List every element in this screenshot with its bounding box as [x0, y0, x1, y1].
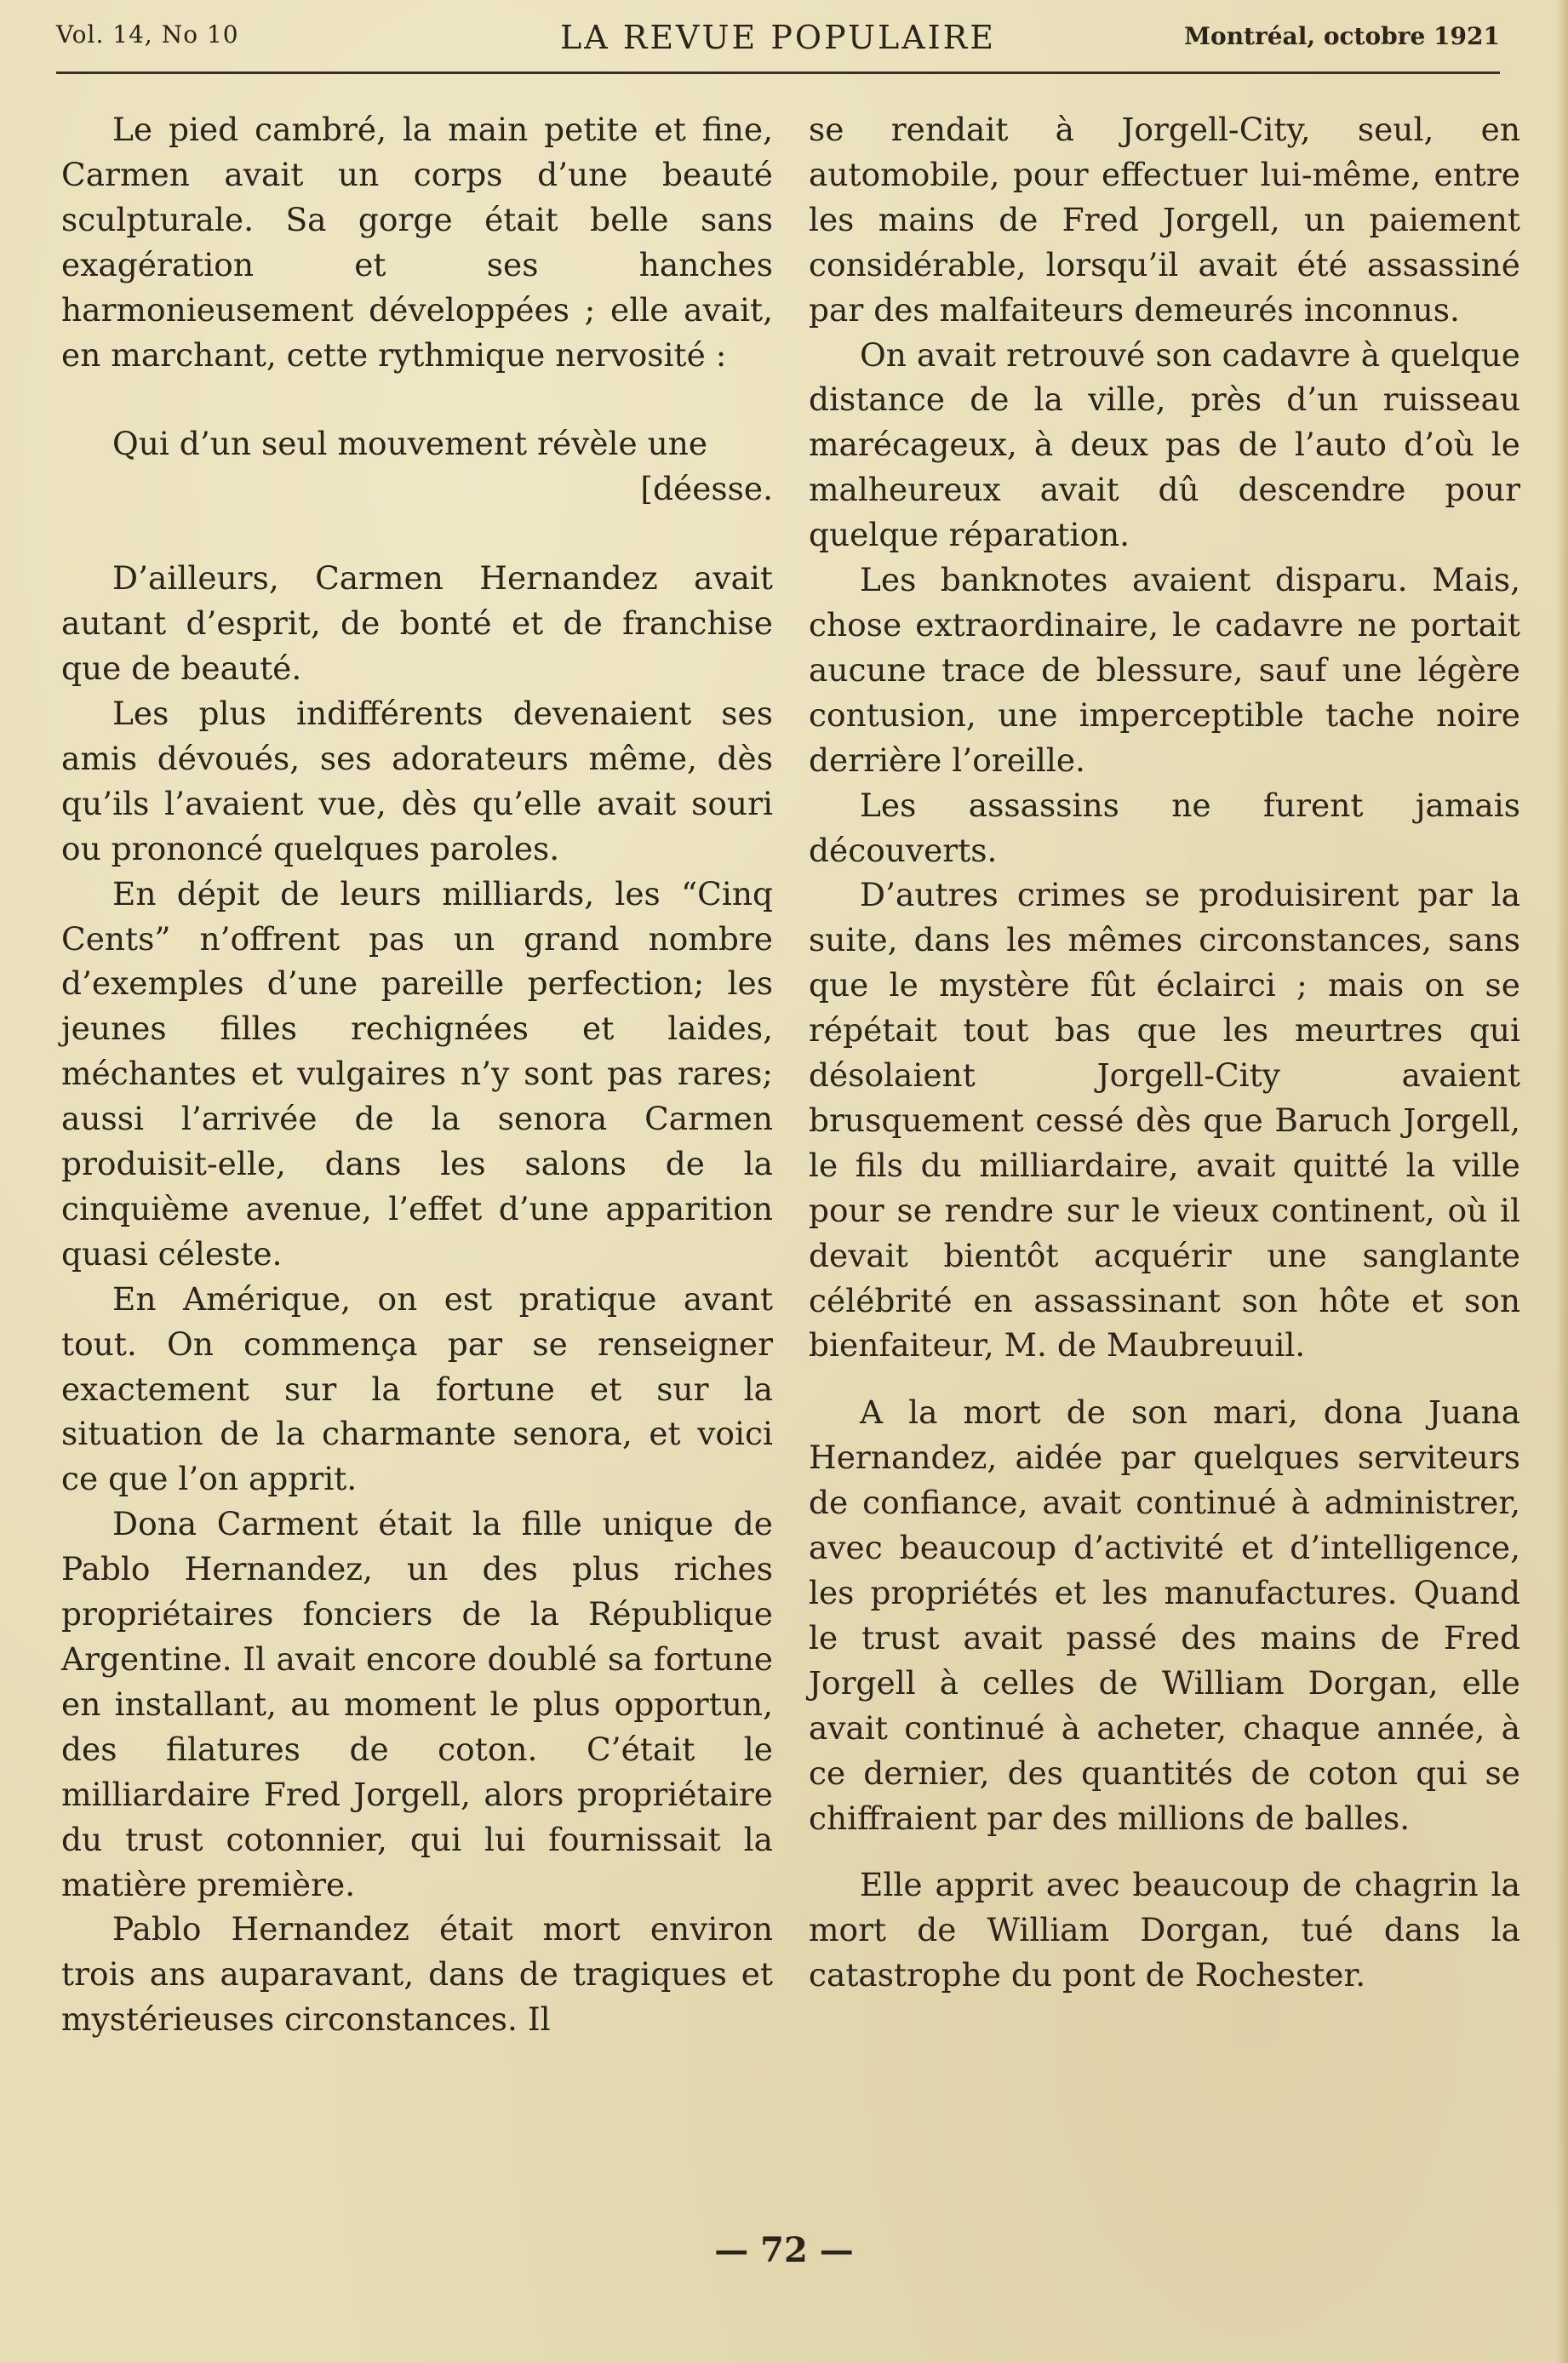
left-column — [61, 107, 773, 2042]
header-title: LA REVUE POPULAIRE — [559, 19, 997, 56]
right-paragraph-4: Les assassins ne furent jamais découverts. — [809, 786, 1520, 869]
right-paragraph-3: Les banknotes avaient disparu. Mais, chose extraordinaire, le cadavre ne portait aucune trace de blessure, sauf une légère contusion, une imperceptible tache noire derrière l’oreille. — [809, 561, 1520, 779]
verse-continuation: [déesse. — [640, 470, 773, 508]
right-paragraph-2: On avait retrouvé son cadavre à quelque distance de la ville, près d’un ruisseau marécageux, à deux pas de l’auto d’où le malheureux avait dû descendre pour quelque réparation. — [809, 335, 1520, 554]
left-paragraph-4: En dépit de leurs milliards, les “Cinq Cents” n’offrent pas un grand nombre d’exemples d’une pareille perfection; les jeunes filles rechignées et laides, méchantes et vulgaires n’y sont pas rares; aussi l’arrivée de la senora Carmen produisit-elle, dans les salons de la cinquième avenue, l’effet d’une apparition quasi céleste. — [61, 874, 773, 1273]
verse-spacer-top — [61, 377, 773, 421]
section-spacer-1 — [809, 1368, 1520, 1390]
right-paragraph-5: D’autres crimes se produisirent par la suite, dans les mêmes circonstances, sans que le mystère fût éclairci ; mais on se répétait tout bas que les meurtres qui désolaient Jorgell-City avaient brusquement cessé dès que Baruch Jorgell, le fils du milliardaire, avait quitté la ville pour se rendre sur le vieux continent, où il devait bientôt acquérir une sanglante célébrité en assassinant son hôte et son bienfaiteur, M. de Maubreuuil. — [809, 876, 1520, 1365]
left-paragraph-3: Les plus indifférents devenaient ses amis dévoués, ses adorateurs même, dès qu’ils l’avaient vue, dès qu’elle avait souri ou prononcé quelques paroles. — [61, 694, 773, 867]
running-header — [56, 15, 1500, 68]
header-date: Montréal, octobre 1921 — [1184, 22, 1500, 50]
page-number: — 72 — — [714, 2230, 854, 2270]
verse-line: Qui d’un seul mouvement révèle une — [112, 425, 708, 463]
page-edge-shadow — [1556, 0, 1568, 2363]
verse-spacer-bottom — [61, 512, 773, 556]
right-paragraph-1: se rendait à Jorgell-City, seul, en automobile, pour effectuer lui-même, entre les mains de Fred Jorgell, un paiement considérable, lorsqu’il avait été assassiné par des malfaiteurs demeurés inconnus. — [809, 111, 1520, 329]
header-rule — [56, 72, 1500, 74]
header-volume: Vol. 14, No 10 — [56, 20, 239, 49]
right-paragraph-6: A la mort de son mari, dona Juana Hernandez, aidée par quelques serviteurs de confiance, avait continué à administrer, avec beaucoup d’activité et d’intelligence, les propriétés et les manufactures. Quand le trust avait passé des mains de Fred Jorgell à celles de William Dorgan, elle avait continué à acheter, chaque année, à ce dernier, des quantités de coton qui se chiffraient par des millions de balles. — [809, 1393, 1520, 1837]
section-spacer-2 — [809, 1840, 1520, 1862]
left-paragraph-1: Le pied cambré, la main petite et fine, Carmen avait un corps d’une beauté sculpturale. Sa gorge était belle sans exagération et ses hanches harmonieusement développées ; elle avait, en marchant, cette rythmique nervosité : — [61, 111, 773, 374]
left-paragraph-7: Pablo Hernandez était mort environ trois ans auparavant, dans de tragiques et mystérieuses circonstances. Il — [61, 1910, 773, 2039]
left-paragraph-2: D’ailleurs, Carmen Hernandez avait autant d’esprit, de bonté et de franchise que de beauté. — [61, 559, 773, 688]
right-paragraph-7: Elle apprit avec beaucoup de chagrin la mort de William Dorgan, tué dans la catastrophe du pont de Rochester. — [809, 1866, 1520, 1994]
left-paragraph-6: Dona Carment était la fille unique de Pablo Hernandez, un des plus riches propriétaires fonciers de la République Argentine. Il avait encore doublé sa fortune en installant, au moment le plus opportun, des filatures de coton. C’était le milliardaire Fred Jorgell, alors propriétaire du trust cotonnier, qui lui fournissait la matière première. — [61, 1505, 773, 1903]
left-paragraph-5: En Amérique, on est pratique avant tout. On commença par se renseigner exactement sur la fortune et sur la situation de la charmante senora, et voici ce que l’on apprit. — [61, 1279, 773, 1498]
right-column — [809, 107, 1520, 1998]
